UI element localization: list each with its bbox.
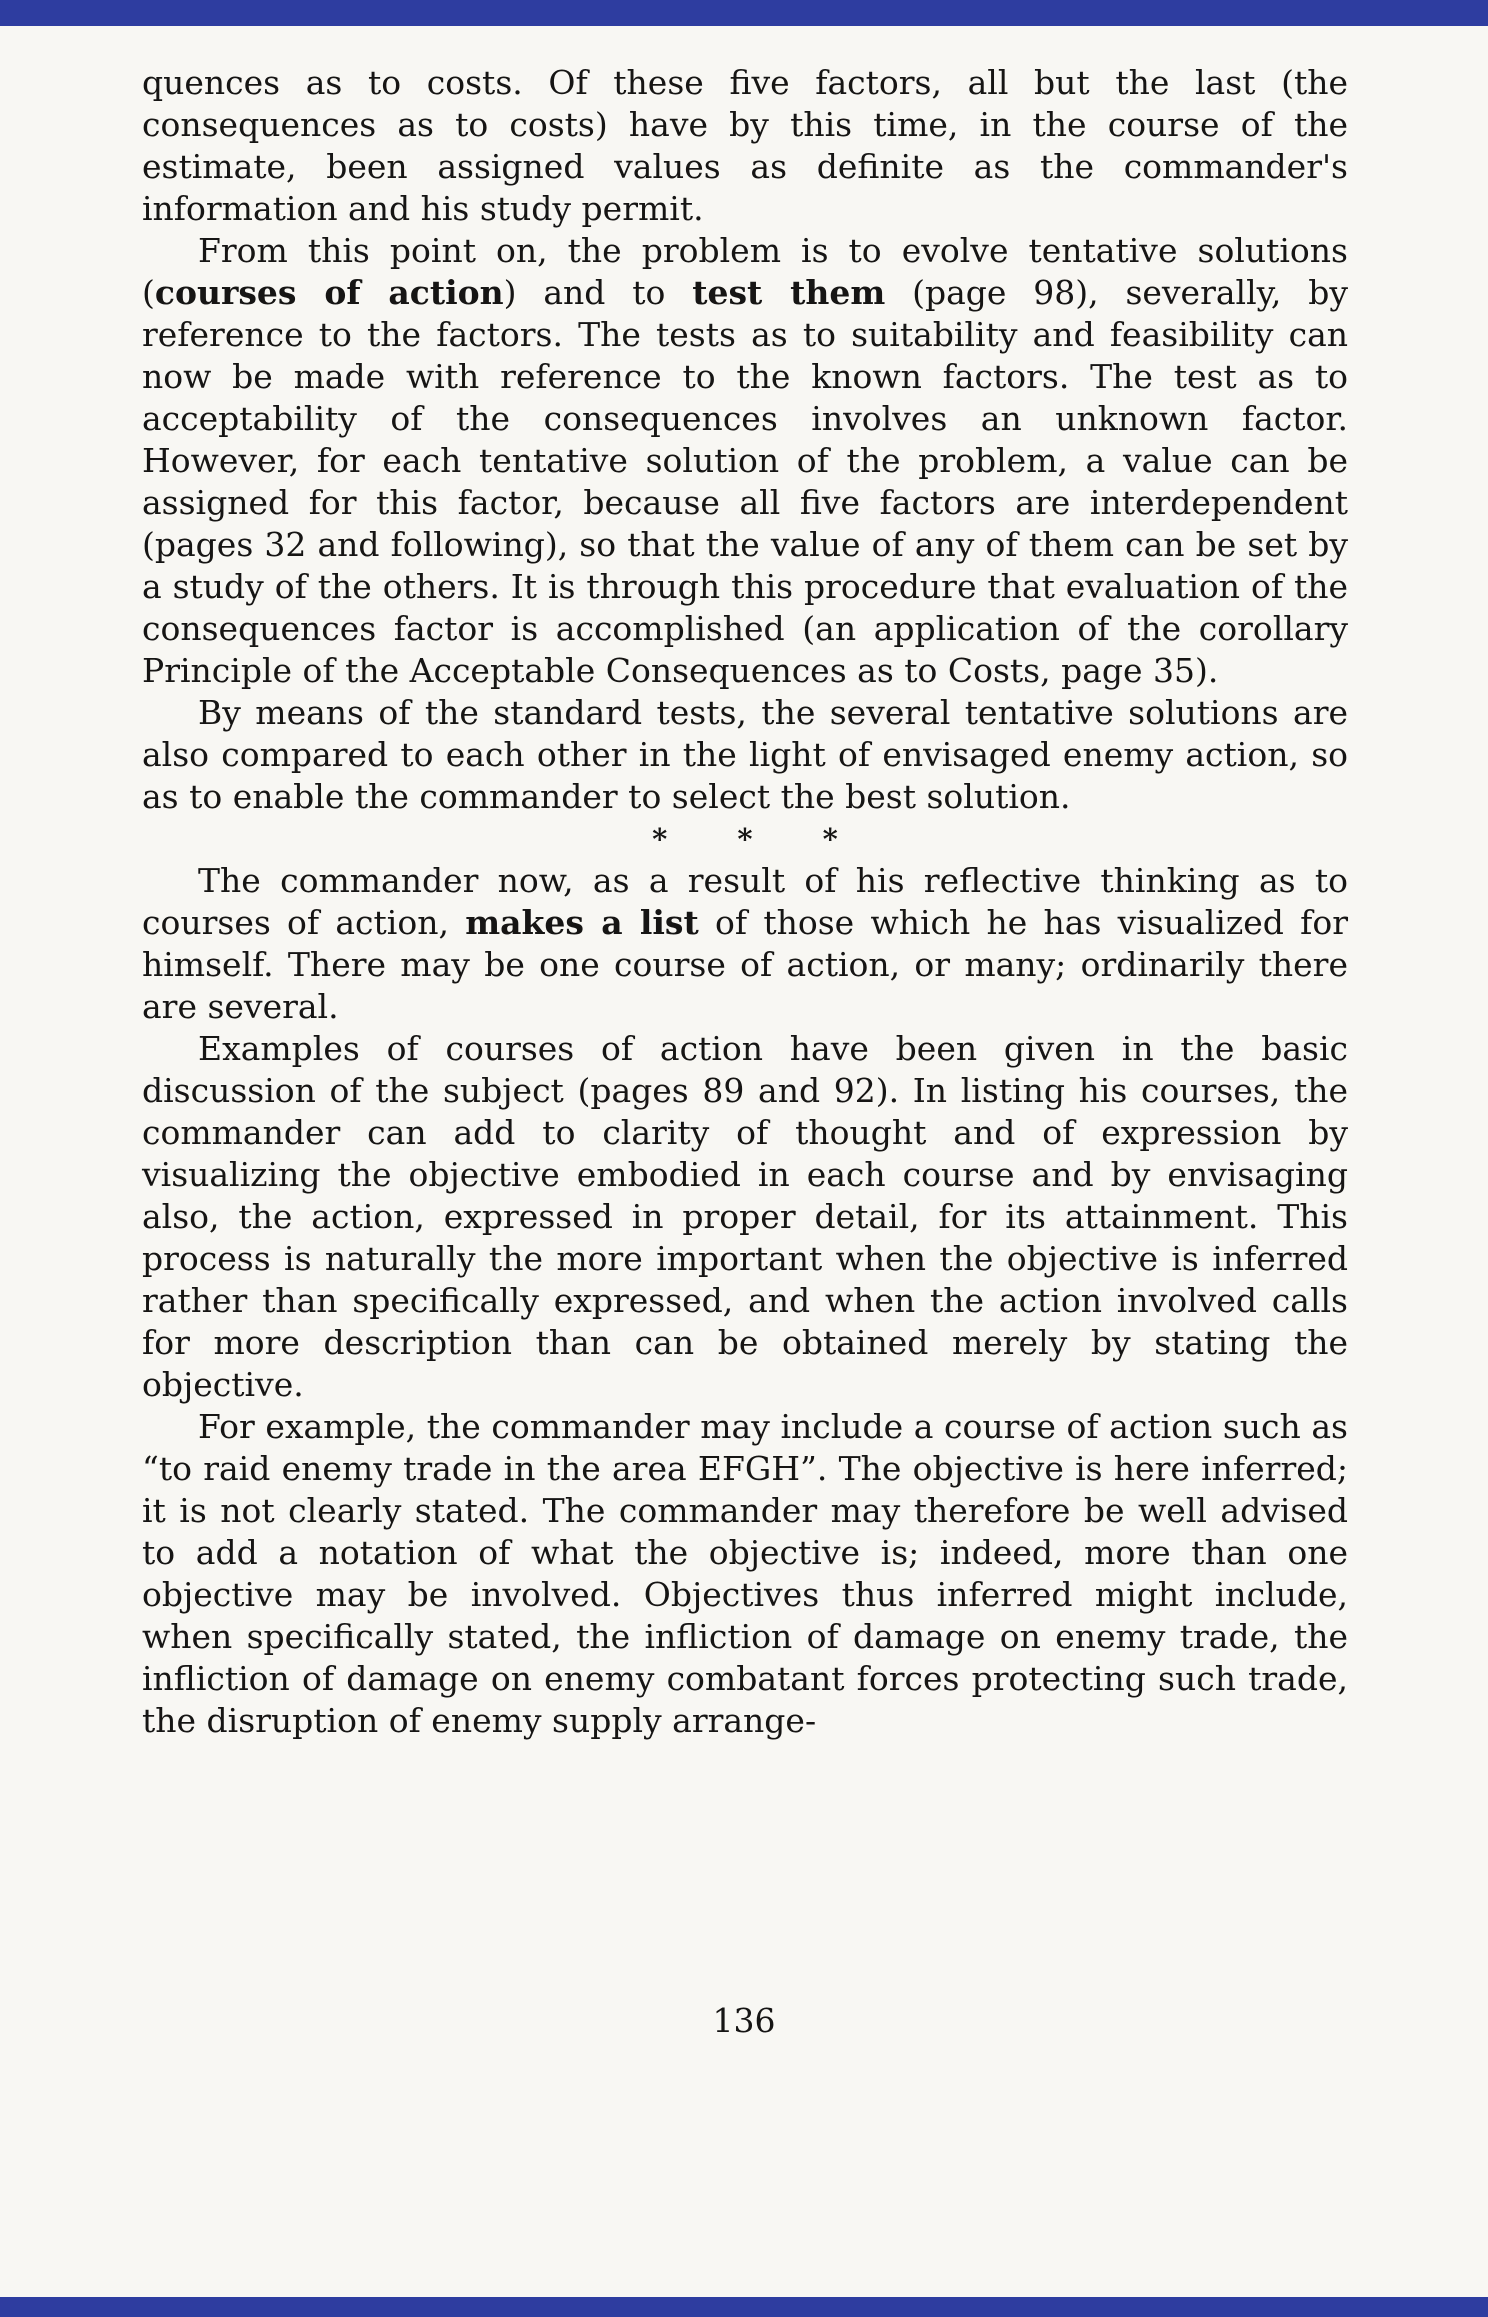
bold-text-run: test them — [692, 273, 886, 312]
paragraph — [142, 230, 1348, 692]
text-run: By means of the standard tests, the several tentative solutions are also compared to each other in the light of envisaged enemy action, so as to enable the commander to select the best solution. — [142, 693, 1348, 816]
text-run: quences as to costs. Of these five factors, all but the last (the consequences as to costs) have by this time, in the course of the estimate, been assigned values as definite as the commander's information and his study permit. — [142, 63, 1348, 228]
top-edge-bar — [0, 0, 1488, 26]
bold-text-run: courses of action — [154, 273, 504, 312]
bold-text-run: makes a list — [465, 903, 699, 942]
section-separator: * * * — [652, 822, 838, 856]
paragraph — [142, 62, 1348, 230]
paragraph — [142, 1028, 1348, 1406]
text-run: of those which he has visualized for himself. There may be one course of action, or many; ordinarily there are several. — [142, 903, 1348, 1026]
text-run: ) and to — [503, 273, 693, 312]
text-run: (page 98), severally, by reference to the factors. The tests as to suitability and feasibility can now be made with reference to the known factors. The test as to acceptability of the consequences involves an unknown factor. However, for each tentative solution of the problem, a value can be assigned for this factor, because all five factors are interdependent (pages 32 and following), so that the value of any of them can be set by a study of the others. It is through this procedure that evaluation of the consequences factor is accomplished (an application of the corollary Principle of the Acceptable Consequences as to Costs, page 35). — [142, 273, 1349, 690]
page-text — [142, 62, 1348, 1742]
text-run: For example, the commander may include a course of action such as “to raid enemy trade in the area EFGH”. The objective is here inferred; it is not clearly stated. The commander may therefore be well advised to add a notation of what the objective is; indeed, more than one objective may be involved. Objectives thus inferred might include, when specifically stated, the infliction of damage on enemy trade, the infliction of damage on enemy combatant forces protecting such trade, the disruption of enemy supply arrange- — [142, 1407, 1348, 1740]
text-run: From this point on, the problem is to evolve tentative solutions ( — [142, 231, 1348, 312]
text-run: Examples of courses of action have been given in the basic discussion of the subject (pages 89 and 92). In listing his courses, the commander can add to clarity of thought and of expression by visualizing the objective embodied in each course and by envisaging also, the action, expressed in proper detail, for its attainment. This process is naturally the more important when the objective is inferred rather than specifically expressed, and when the action involved calls for more description than can be obtained merely by stating the objective. — [142, 1029, 1348, 1404]
page-number: 136 — [712, 2001, 776, 2040]
text-run: The commander now, as a result of his reflective thinking as to courses of action, — [142, 861, 1348, 942]
bottom-edge-bar — [0, 2297, 1488, 2317]
paragraph — [142, 860, 1348, 1028]
paragraph — [142, 1406, 1348, 1742]
paragraph — [142, 692, 1348, 818]
